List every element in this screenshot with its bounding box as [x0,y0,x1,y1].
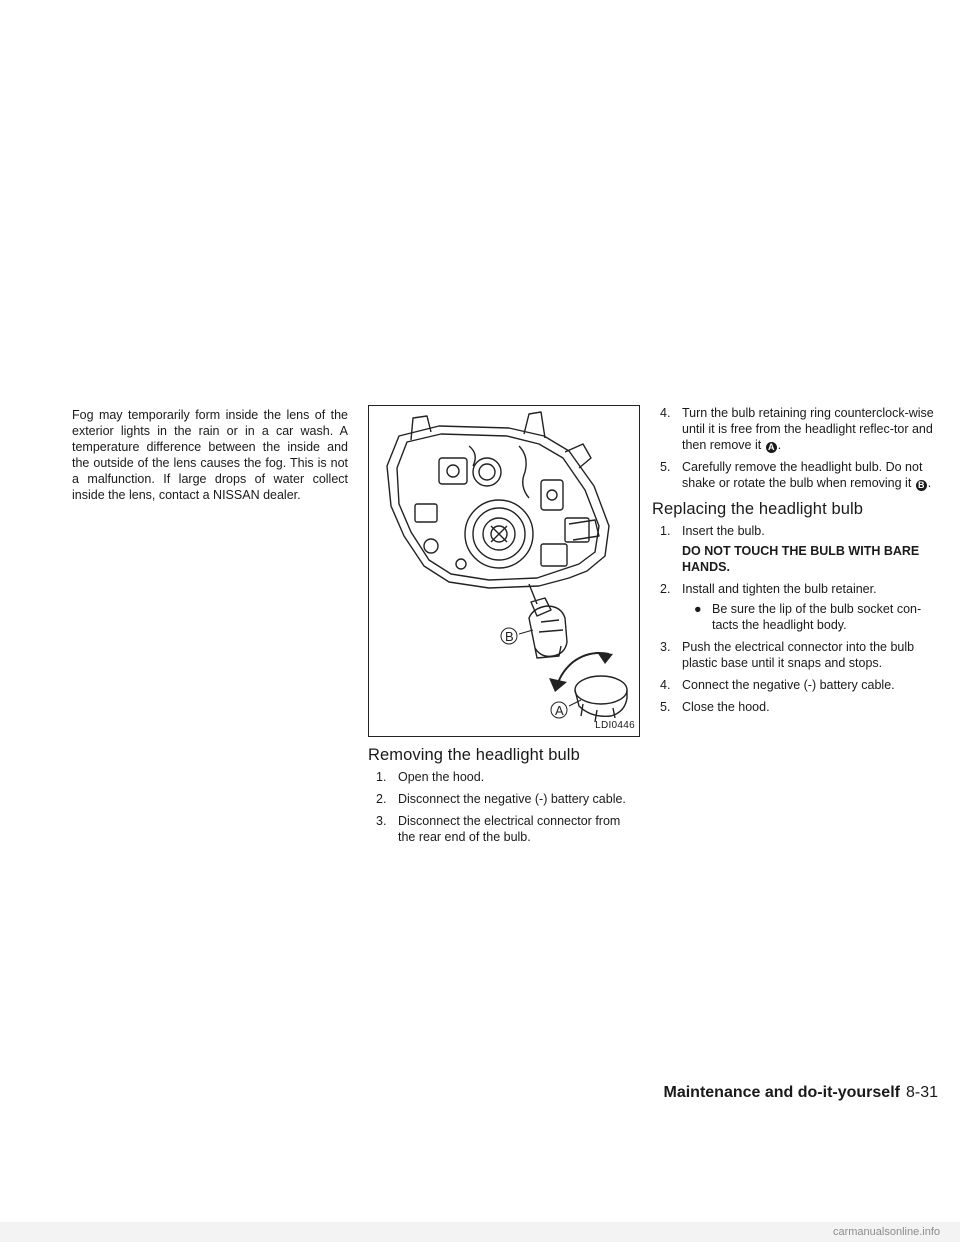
removing-steps-continued [652,405,940,491]
socket-lip-bullet: ● Be sure the lip of the bulb socket con-tacts the headlight body. [694,602,922,632]
page-number: 8-31 [905,1084,938,1101]
removing-column [368,405,640,851]
figure-code: LDI0446 [595,720,635,731]
replacing-step-2: 2. Install and tighten the bulb retainer. ● Be sure the lip of the bulb socket con-tacts the headlight body. [660,581,940,633]
bullet-dot-icon: ● [694,602,702,616]
intro-column [72,407,348,503]
page-footer [664,1084,939,1102]
watermark-text: carmanualsonline.info [832,1226,940,1238]
removing-steps [368,769,640,845]
replacing-column [652,405,940,721]
watermark-bar [0,1222,960,1242]
removing-step-4: 4. Turn the bulb retaining ring counterclock-wise until it is free from the headlight reflec-tor and then remove it A . [660,406,934,452]
replacing-step-3: 3. Push the electrical connector into the bulb plastic base until it snaps and stops. [660,640,915,670]
removing-step-1: 1. Open the hood. [376,770,485,784]
removing-step-5: 5. Carefully remove the headlight bulb. Do not shake or rotate the bulb when removing it B . [660,460,932,490]
headlight-figure [368,405,640,737]
fog-paragraph: Fog may temporarily form inside the lens of the exterior lights in the rain or in a car wash. A temperature difference between the inside and the outside of the lens causes the fog. This is not a malfunction. If large drops of water collect inside the lens, contact a NISSAN dealer. [72,408,348,502]
headlight-assembly-illustration [369,406,639,736]
replacing-step-1: 1. Insert the bulb. DO NOT TOUCH THE BULB WITH BARE HANDS. [660,523,940,575]
ref-a-marker: A [766,442,777,453]
removing-heading: Removing the headlight bulb [368,746,580,764]
replacing-step-5: 5. Close the hood. [660,700,770,714]
removing-step-3: 3. Disconnect the electrical connector from the rear end of the bulb. [376,814,621,844]
section-title: Maintenance and do-it-yourself [663,1084,900,1101]
bare-hands-warning: DO NOT TOUCH THE BULB WITH BARE HANDS. [682,544,920,574]
replacing-steps [652,523,940,715]
figure-label-a: A [555,703,564,718]
removing-step-2: 2. Disconnect the negative (-) battery cable. [376,792,626,806]
replacing-heading: Replacing the headlight bulb [652,500,864,518]
ref-b-marker: B [916,480,927,491]
replacing-step-4: 4. Connect the negative (-) battery cable. [660,678,895,692]
figure-label-b: B [505,629,514,644]
